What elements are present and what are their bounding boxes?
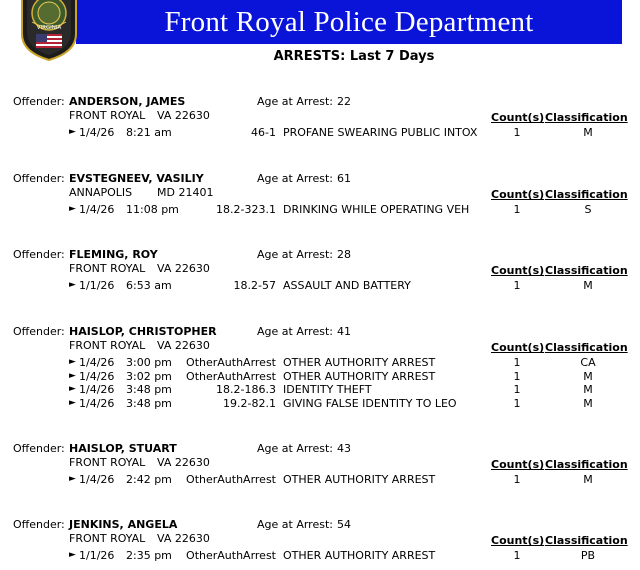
age-label: Age at Arrest: xyxy=(257,95,333,108)
charge-count: 1 xyxy=(513,369,521,383)
age-value: 61 xyxy=(337,172,351,185)
charge-code: 19.2-82.1 xyxy=(223,396,276,410)
age-label: Age at Arrest: xyxy=(257,325,333,338)
charge-count: 1 xyxy=(513,549,521,562)
offender-city: FRONT ROYAL xyxy=(69,532,146,545)
charge-count: 1 xyxy=(513,126,521,139)
charge-count: 1 xyxy=(513,203,521,216)
charge-arrow-icon: ► xyxy=(69,474,76,484)
charge-classification: M xyxy=(583,383,593,396)
charge-time: 8:21 am xyxy=(126,126,172,139)
offender-state-zip: VA 22630 xyxy=(157,262,210,275)
offender-label: Offender: xyxy=(13,248,65,261)
charge-description: IDENTITY THEFT xyxy=(283,383,372,396)
offender-state-zip: VA 22630 xyxy=(157,339,210,352)
charge-code: 18.2-57 xyxy=(233,279,276,292)
charge-date: 1/4/26 xyxy=(79,383,115,396)
charge-description: OTHER AUTHORITY ARREST xyxy=(283,369,436,383)
offender-city: FRONT ROYAL xyxy=(69,109,146,122)
charge-count: 1 xyxy=(513,383,521,396)
charge-time: 6:53 am xyxy=(126,279,172,292)
age-label: Age at Arrest: xyxy=(257,518,333,531)
age-value: 43 xyxy=(337,442,351,455)
charge-date: 1/4/26 xyxy=(79,396,115,410)
charge-code: OtherAuthArrest xyxy=(186,549,276,562)
offender-state-zip: VA 22630 xyxy=(157,456,210,469)
charge-classification: PB xyxy=(580,549,596,562)
charge-time: 3:48 pm xyxy=(126,396,172,410)
counts-header: Count(s) xyxy=(491,341,545,354)
age-value: 54 xyxy=(337,518,351,531)
charge-classification: S xyxy=(584,203,592,216)
counts-header: Count(s) xyxy=(491,188,545,201)
charge-classification: M xyxy=(583,279,593,292)
age-label: Age at Arrest: xyxy=(257,248,333,261)
page-title: Front Royal Police Department xyxy=(164,5,534,38)
counts-header: Count(s) xyxy=(491,264,545,277)
charge-date: 1/1/26 xyxy=(79,549,115,562)
charge-arrow-icon: ► xyxy=(69,204,76,214)
classification-header: Classification xyxy=(545,264,628,277)
offender-city: FRONT ROYAL xyxy=(69,339,146,352)
offender-label: Offender: xyxy=(13,172,65,185)
charge-classification: M xyxy=(583,396,593,410)
charge-arrow-icon: ► xyxy=(69,127,76,137)
charge-code: 18.2-186.3 xyxy=(216,383,276,396)
charge-arrow-icon: ► xyxy=(69,384,76,394)
offender-name: FLEMING, ROY xyxy=(69,248,158,261)
offender-name: HAISLOP, CHRISTOPHER xyxy=(69,325,217,338)
offender-label: Offender: xyxy=(13,325,65,338)
offender-name: HAISLOP, STUART xyxy=(69,442,177,455)
charge-description: OTHER AUTHORITY ARREST xyxy=(283,356,436,369)
charge-description: GIVING FALSE IDENTITY TO LEO xyxy=(283,396,457,410)
offender-city: ANNAPOLIS xyxy=(69,186,133,199)
charge-arrow-icon: ► xyxy=(69,550,76,560)
charge-time: 3:00 pm xyxy=(126,356,172,369)
report-subtitle: ARRESTS: Last 7 Days xyxy=(273,49,435,64)
charge-code: 18.2-323.1 xyxy=(216,203,276,216)
counts-header: Count(s) xyxy=(491,534,545,547)
charge-time: 11:08 pm xyxy=(126,203,179,216)
charge-count: 1 xyxy=(513,396,521,410)
charge-code: OtherAuthArrest xyxy=(186,369,276,383)
charge-description: PROFANE SWEARING PUBLIC INTOX xyxy=(283,126,478,139)
offender-state-zip: VA 22630 xyxy=(157,532,210,545)
charge-code: OtherAuthArrest xyxy=(186,473,276,486)
charge-time: 3:48 pm xyxy=(126,383,172,396)
age-value: 41 xyxy=(337,325,351,338)
charge-date: 1/4/26 xyxy=(79,473,115,486)
offender-name: JENKINS, ANGELA xyxy=(69,518,178,531)
charge-date: 1/4/26 xyxy=(79,369,115,383)
charge-arrow-icon: ► xyxy=(69,357,76,367)
offender-state-zip: VA 22630 xyxy=(157,109,210,122)
charge-classification: M xyxy=(583,369,593,383)
classification-header: Classification xyxy=(545,458,628,471)
charge-time: 2:42 pm xyxy=(126,473,172,486)
charge-count: 1 xyxy=(513,279,521,292)
age-value: 22 xyxy=(337,95,351,108)
counts-header: Count(s) xyxy=(491,111,545,124)
charge-count: 1 xyxy=(513,473,521,486)
offender-name: EVSTEGNEEV, VASILIY xyxy=(69,172,204,185)
age-value: 28 xyxy=(337,248,351,261)
classification-header: Classification xyxy=(545,534,628,547)
classification-header: Classification xyxy=(545,188,628,201)
charge-date: 1/1/26 xyxy=(79,279,115,292)
charge-description: OTHER AUTHORITY ARREST xyxy=(283,473,436,486)
offender-city: FRONT ROYAL xyxy=(69,456,146,469)
charge-description: OTHER AUTHORITY ARREST xyxy=(283,549,436,562)
charge-time: 2:35 pm xyxy=(126,549,172,562)
charge-date: 1/4/26 xyxy=(79,203,115,216)
charge-date: 1/4/26 xyxy=(79,356,115,369)
classification-header: Classification xyxy=(545,341,628,354)
offender-label: Offender: xyxy=(13,95,65,108)
charge-classification: M xyxy=(583,473,593,486)
charge-count: 1 xyxy=(513,356,521,369)
age-label: Age at Arrest: xyxy=(257,172,333,185)
counts-header: Count(s) xyxy=(491,458,545,471)
header-banner xyxy=(76,0,622,44)
badge-text: VIRGINIA xyxy=(36,25,62,31)
charge-classification: CA xyxy=(580,356,596,369)
charge-description: ASSAULT AND BATTERY xyxy=(283,279,411,292)
age-label: Age at Arrest: xyxy=(257,442,333,455)
charge-arrow-icon: ► xyxy=(69,397,76,408)
offender-label: Offender: xyxy=(13,442,65,455)
charge-date: 1/4/26 xyxy=(79,126,115,139)
offender-name: ANDERSON, JAMES xyxy=(69,95,186,108)
offender-city: FRONT ROYAL xyxy=(69,262,146,275)
charge-time: 3:02 pm xyxy=(126,369,172,383)
classification-header: Classification xyxy=(545,111,628,124)
charge-arrow-icon: ► xyxy=(69,280,76,290)
charge-description: DRINKING WHILE OPERATING VEH xyxy=(283,203,470,216)
charge-code: 46-1 xyxy=(251,126,276,139)
offender-label: Offender: xyxy=(13,518,65,531)
offender-state-zip: MD 21401 xyxy=(157,186,214,199)
charge-classification: M xyxy=(583,126,593,139)
charge-code: OtherAuthArrest xyxy=(186,356,276,369)
charge-arrow-icon: ► xyxy=(69,370,76,381)
